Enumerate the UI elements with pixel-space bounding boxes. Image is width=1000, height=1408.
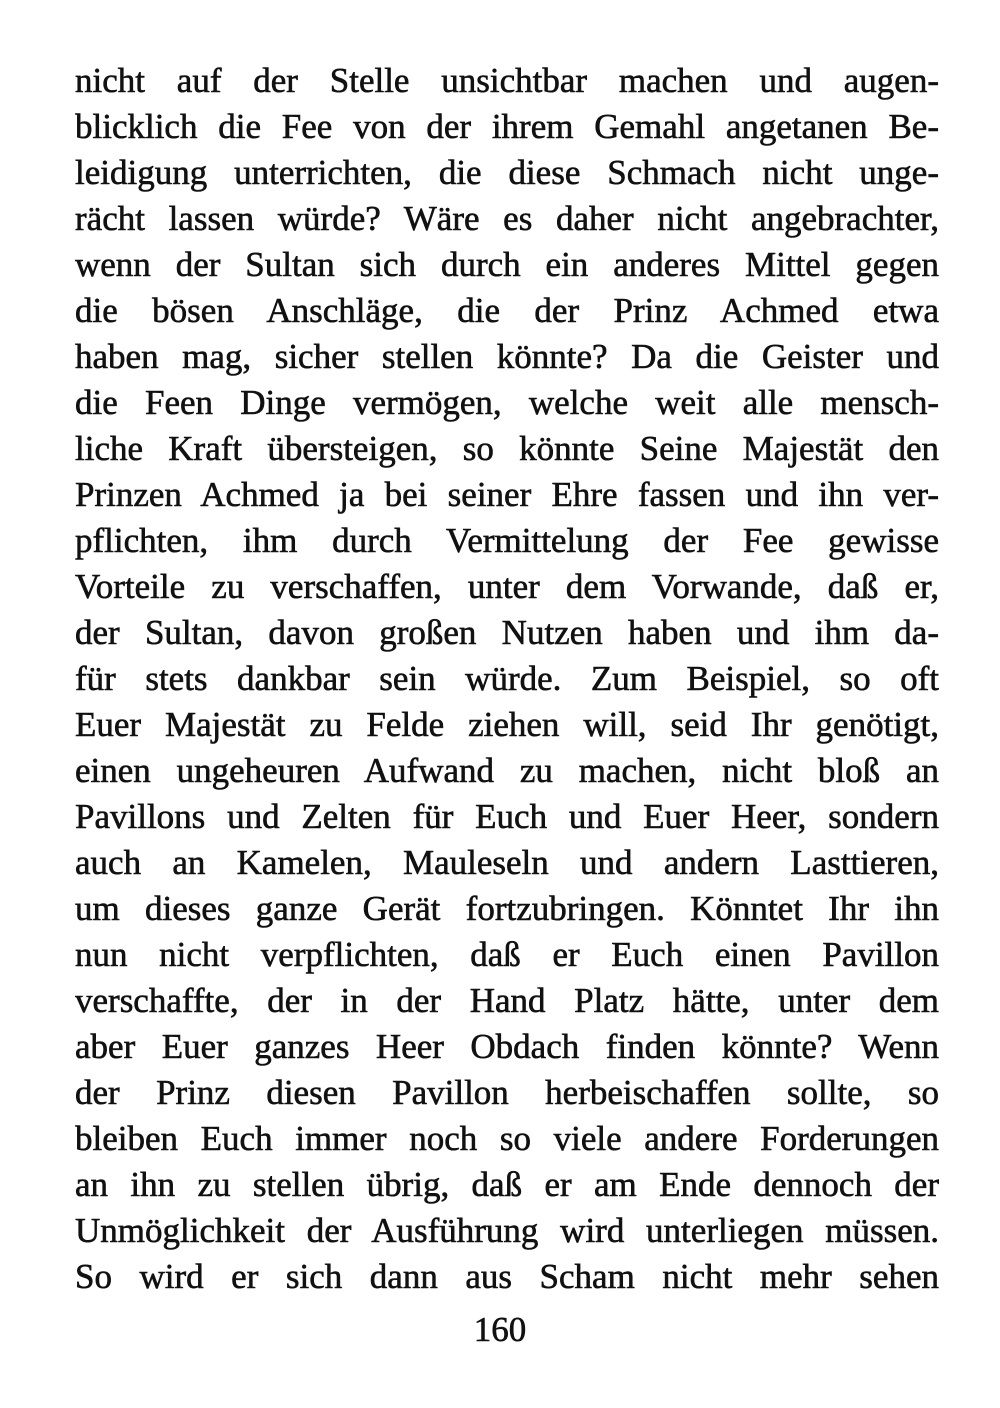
text-line-19: um dieses ganze Gerät fortzubringen. Könntet Ihr ihn <box>75 889 939 928</box>
text-line-12: Vorteile zu verschaffen, unter dem Vorwande, daß er, <box>75 567 939 606</box>
text-line-23: der Prinz diesen Pavillon herbeischaffen sollte, so <box>75 1073 939 1112</box>
text-line-11: pflichten, ihm durch Vermittelung der Fee gewisse <box>75 521 939 560</box>
text-line-20: nun nicht verpflichten, daß er Euch einen Pavillon <box>75 935 939 974</box>
body-text <box>75 58 939 1300</box>
text-line-10: Prinzen Achmed ja bei seiner Ehre fassen und ihn ver- <box>75 475 939 514</box>
text-line-27: So wird er sich dann aus Scham nicht mehr sehen <box>75 1257 939 1296</box>
text-line-4: rächt lassen würde? Wäre es daher nicht angebrachter, <box>75 199 939 238</box>
text-line-25: an ihn zu stellen übrig, daß er am Ende dennoch der <box>75 1165 939 1204</box>
text-line-17: Pavillons und Zelten für Euch und Euer Heer, sondern <box>75 797 939 836</box>
text-line-8: die Feen Dinge vermögen, welche weit alle mensch- <box>75 383 939 422</box>
text-line-24: bleiben Euch immer noch so viele andere Forderungen <box>75 1119 939 1158</box>
text-line-21: verschaffte, der in der Hand Platz hätte, unter dem <box>75 981 939 1020</box>
text-line-13: der Sultan, davon großen Nutzen haben und ihm da- <box>75 613 939 652</box>
text-line-14: für stets dankbar sein würde. Zum Beispiel, so oft <box>75 659 939 698</box>
text-line-7: haben mag, sicher stellen könnte? Da die Geister und <box>75 337 939 376</box>
text-line-5: wenn der Sultan sich durch ein anderes Mittel gegen <box>75 245 939 284</box>
text-line-9: liche Kraft übersteigen, so könnte Seine Majestät den <box>75 429 939 468</box>
page-number: 160 <box>473 1310 527 1349</box>
text-line-26: Unmöglichkeit der Ausführung wird unterliegen müssen. <box>75 1211 939 1250</box>
text-line-1: nicht auf der Stelle unsichtbar machen und augen- <box>75 61 939 100</box>
text-line-16: einen ungeheuren Aufwand zu machen, nicht bloß an <box>75 751 939 790</box>
text-line-22: aber Euer ganzes Heer Obdach finden könnte? Wenn <box>75 1027 939 1066</box>
text-line-2: blicklich die Fee von der ihrem Gemahl angetanen Be- <box>75 107 939 146</box>
text-line-18: auch an Kamelen, Mauleseln und andern Lasttieren, <box>75 843 939 882</box>
text-line-15: Euer Majestät zu Felde ziehen will, seid Ihr genötigt, <box>75 705 939 744</box>
text-line-6: die bösen Anschläge, die der Prinz Achmed etwa <box>75 291 939 330</box>
text-line-3: leidigung unterrichten, die diese Schmach nicht unge- <box>75 153 939 192</box>
